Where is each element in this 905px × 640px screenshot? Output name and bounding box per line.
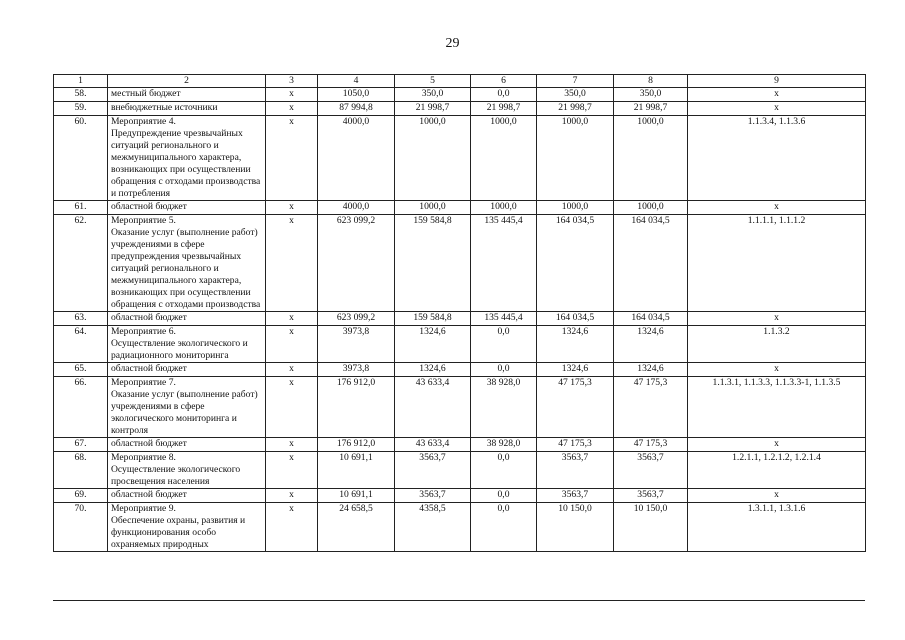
row-year-4-cell: 3563,7 [614,489,688,503]
row-name-cell: местный бюджет [108,88,266,102]
row-year-2-cell: 0,0 [471,363,537,377]
row-name-cell: областной бюджет [108,438,266,452]
row-number-cell: 67. [54,438,108,452]
row-total-cell: 24 658,5 [318,503,395,552]
row-indicator-codes-cell: 1.2.1.1, 1.2.1.2, 1.2.1.4 [688,452,866,489]
row-col3-cell: x [266,116,318,201]
row-name-cell: Мероприятие 4. Предупреждение чрезвычайных ситуаций регионального и межмуниципального характера, возникающих при осуществлении обращения с отходами производства и потребления [108,116,266,201]
row-year-2-cell: 38 928,0 [471,377,537,438]
row-indicator-codes-cell: x [688,102,866,116]
row-indicator-codes-cell: x [688,489,866,503]
table-row [54,215,866,312]
table-row [54,312,866,326]
row-name-cell: областной бюджет [108,312,266,326]
row-col3-cell: x [266,326,318,363]
row-number-cell: 69. [54,489,108,503]
row-year-1-cell: 159 584,8 [395,215,471,312]
row-name-cell: областной бюджет [108,201,266,215]
row-year-3-cell: 47 175,3 [537,377,614,438]
row-indicator-codes-cell: x [688,201,866,215]
row-year-3-cell: 3563,7 [537,489,614,503]
row-year-2-cell: 0,0 [471,503,537,552]
row-total-cell: 1050,0 [318,88,395,102]
table-header-row [54,75,866,88]
row-year-4-cell: 164 034,5 [614,215,688,312]
row-total-cell: 176 912,0 [318,377,395,438]
header-cell: 4 [318,75,395,88]
row-number-cell: 70. [54,503,108,552]
row-year-2-cell: 0,0 [471,326,537,363]
table-row [54,489,866,503]
row-year-3-cell: 164 034,5 [537,312,614,326]
row-indicator-codes-cell: x [688,438,866,452]
table-row [54,438,866,452]
row-year-2-cell: 135 445,4 [471,312,537,326]
row-year-4-cell: 1000,0 [614,116,688,201]
row-col3-cell: x [266,102,318,116]
row-year-2-cell: 0,0 [471,489,537,503]
row-indicator-codes-cell: 1.3.1.1, 1.3.1.6 [688,503,866,552]
row-col3-cell: x [266,377,318,438]
row-number-cell: 65. [54,363,108,377]
row-year-3-cell: 350,0 [537,88,614,102]
row-name-cell: Мероприятие 5. Оказание услуг (выполнение работ) учреждениями в сфере предупреждения чрезвычайных ситуаций регионального и межмуниципального характера, возникающих при осуществлении обращения с отходами производства [108,215,266,312]
row-number-cell: 62. [54,215,108,312]
row-name-cell: Мероприятие 6. Осуществление экологического и радиационного мониторинга [108,326,266,363]
row-year-4-cell: 21 998,7 [614,102,688,116]
row-number-cell: 59. [54,102,108,116]
row-year-2-cell: 21 998,7 [471,102,537,116]
page-number: 29 [445,36,460,51]
row-total-cell: 623 099,2 [318,312,395,326]
row-year-3-cell: 164 034,5 [537,215,614,312]
table-row [54,88,866,102]
table-body [54,88,866,552]
table-continuation-edge [53,600,865,601]
row-year-4-cell: 1324,6 [614,363,688,377]
row-year-1-cell: 43 633,4 [395,438,471,452]
table-row [54,452,866,489]
row-name-cell: внебюджетные источники [108,102,266,116]
row-year-3-cell: 1000,0 [537,116,614,201]
table-row [54,116,866,201]
row-indicator-codes-cell: 1.1.1.1, 1.1.1.2 [688,215,866,312]
row-indicator-codes-cell: 1.1.3.2 [688,326,866,363]
row-year-1-cell: 3563,7 [395,452,471,489]
row-indicator-codes-cell: x [688,363,866,377]
row-indicator-codes-cell: x [688,88,866,102]
row-year-3-cell: 10 150,0 [537,503,614,552]
header-cell: 2 [108,75,266,88]
row-name-cell: Мероприятие 8. Осуществление экологического просвещения населения [108,452,266,489]
row-col3-cell: x [266,503,318,552]
row-col3-cell: x [266,489,318,503]
header-cell: 6 [471,75,537,88]
row-col3-cell: x [266,215,318,312]
row-year-2-cell: 0,0 [471,452,537,489]
table-row [54,363,866,377]
row-year-1-cell: 4358,5 [395,503,471,552]
row-total-cell: 10 691,1 [318,452,395,489]
row-col3-cell: x [266,312,318,326]
row-number-cell: 60. [54,116,108,201]
row-year-4-cell: 350,0 [614,88,688,102]
row-total-cell: 4000,0 [318,116,395,201]
row-name-cell: областной бюджет [108,489,266,503]
row-year-1-cell: 1000,0 [395,201,471,215]
row-year-3-cell: 1324,6 [537,326,614,363]
row-col3-cell: x [266,438,318,452]
header-cell: 8 [614,75,688,88]
row-total-cell: 87 994,8 [318,102,395,116]
header-cell: 7 [537,75,614,88]
row-number-cell: 63. [54,312,108,326]
table-row [54,102,866,116]
row-year-2-cell: 0,0 [471,88,537,102]
row-number-cell: 64. [54,326,108,363]
row-col3-cell: x [266,452,318,489]
header-cell: 3 [266,75,318,88]
row-year-1-cell: 350,0 [395,88,471,102]
row-col3-cell: x [266,201,318,215]
row-number-cell: 66. [54,377,108,438]
row-number-cell: 61. [54,201,108,215]
table-row [54,326,866,363]
row-name-cell: Мероприятие 9. Обеспечение охраны, развития и функционирования особо охраняемых природных [108,503,266,552]
budget-table [53,74,866,552]
row-year-4-cell: 47 175,3 [614,377,688,438]
row-total-cell: 4000,0 [318,201,395,215]
row-name-cell: областной бюджет [108,363,266,377]
row-total-cell: 623 099,2 [318,215,395,312]
row-year-3-cell: 21 998,7 [537,102,614,116]
row-name-cell: Мероприятие 7. Оказание услуг (выполнение работ) учреждениями в сфере экологического мониторинга и контроля [108,377,266,438]
header-cell: 9 [688,75,866,88]
row-number-cell: 58. [54,88,108,102]
row-indicator-codes-cell: x [688,312,866,326]
row-year-1-cell: 1324,6 [395,326,471,363]
row-year-3-cell: 1000,0 [537,201,614,215]
row-year-1-cell: 21 998,7 [395,102,471,116]
row-year-1-cell: 3563,7 [395,489,471,503]
row-year-2-cell: 1000,0 [471,116,537,201]
row-year-1-cell: 1000,0 [395,116,471,201]
row-year-1-cell: 43 633,4 [395,377,471,438]
row-year-4-cell: 10 150,0 [614,503,688,552]
row-number-cell: 68. [54,452,108,489]
row-year-2-cell: 135 445,4 [471,215,537,312]
row-total-cell: 10 691,1 [318,489,395,503]
table-row [54,377,866,438]
row-year-4-cell: 3563,7 [614,452,688,489]
row-year-4-cell: 1000,0 [614,201,688,215]
table-row [54,503,866,552]
row-year-4-cell: 47 175,3 [614,438,688,452]
row-col3-cell: x [266,88,318,102]
row-year-4-cell: 164 034,5 [614,312,688,326]
row-year-2-cell: 38 928,0 [471,438,537,452]
row-year-3-cell: 1324,6 [537,363,614,377]
row-year-4-cell: 1324,6 [614,326,688,363]
row-year-3-cell: 47 175,3 [537,438,614,452]
row-year-3-cell: 3563,7 [537,452,614,489]
row-total-cell: 3973,8 [318,326,395,363]
row-total-cell: 3973,8 [318,363,395,377]
header-cell: 1 [54,75,108,88]
row-indicator-codes-cell: 1.1.3.4, 1.1.3.6 [688,116,866,201]
row-year-1-cell: 1324,6 [395,363,471,377]
row-indicator-codes-cell: 1.1.3.1, 1.1.3.3, 1.1.3.3-1, 1.1.3.5 [688,377,866,438]
row-year-1-cell: 159 584,8 [395,312,471,326]
row-col3-cell: x [266,363,318,377]
header-cell: 5 [395,75,471,88]
table-row [54,201,866,215]
row-total-cell: 176 912,0 [318,438,395,452]
row-year-2-cell: 1000,0 [471,201,537,215]
